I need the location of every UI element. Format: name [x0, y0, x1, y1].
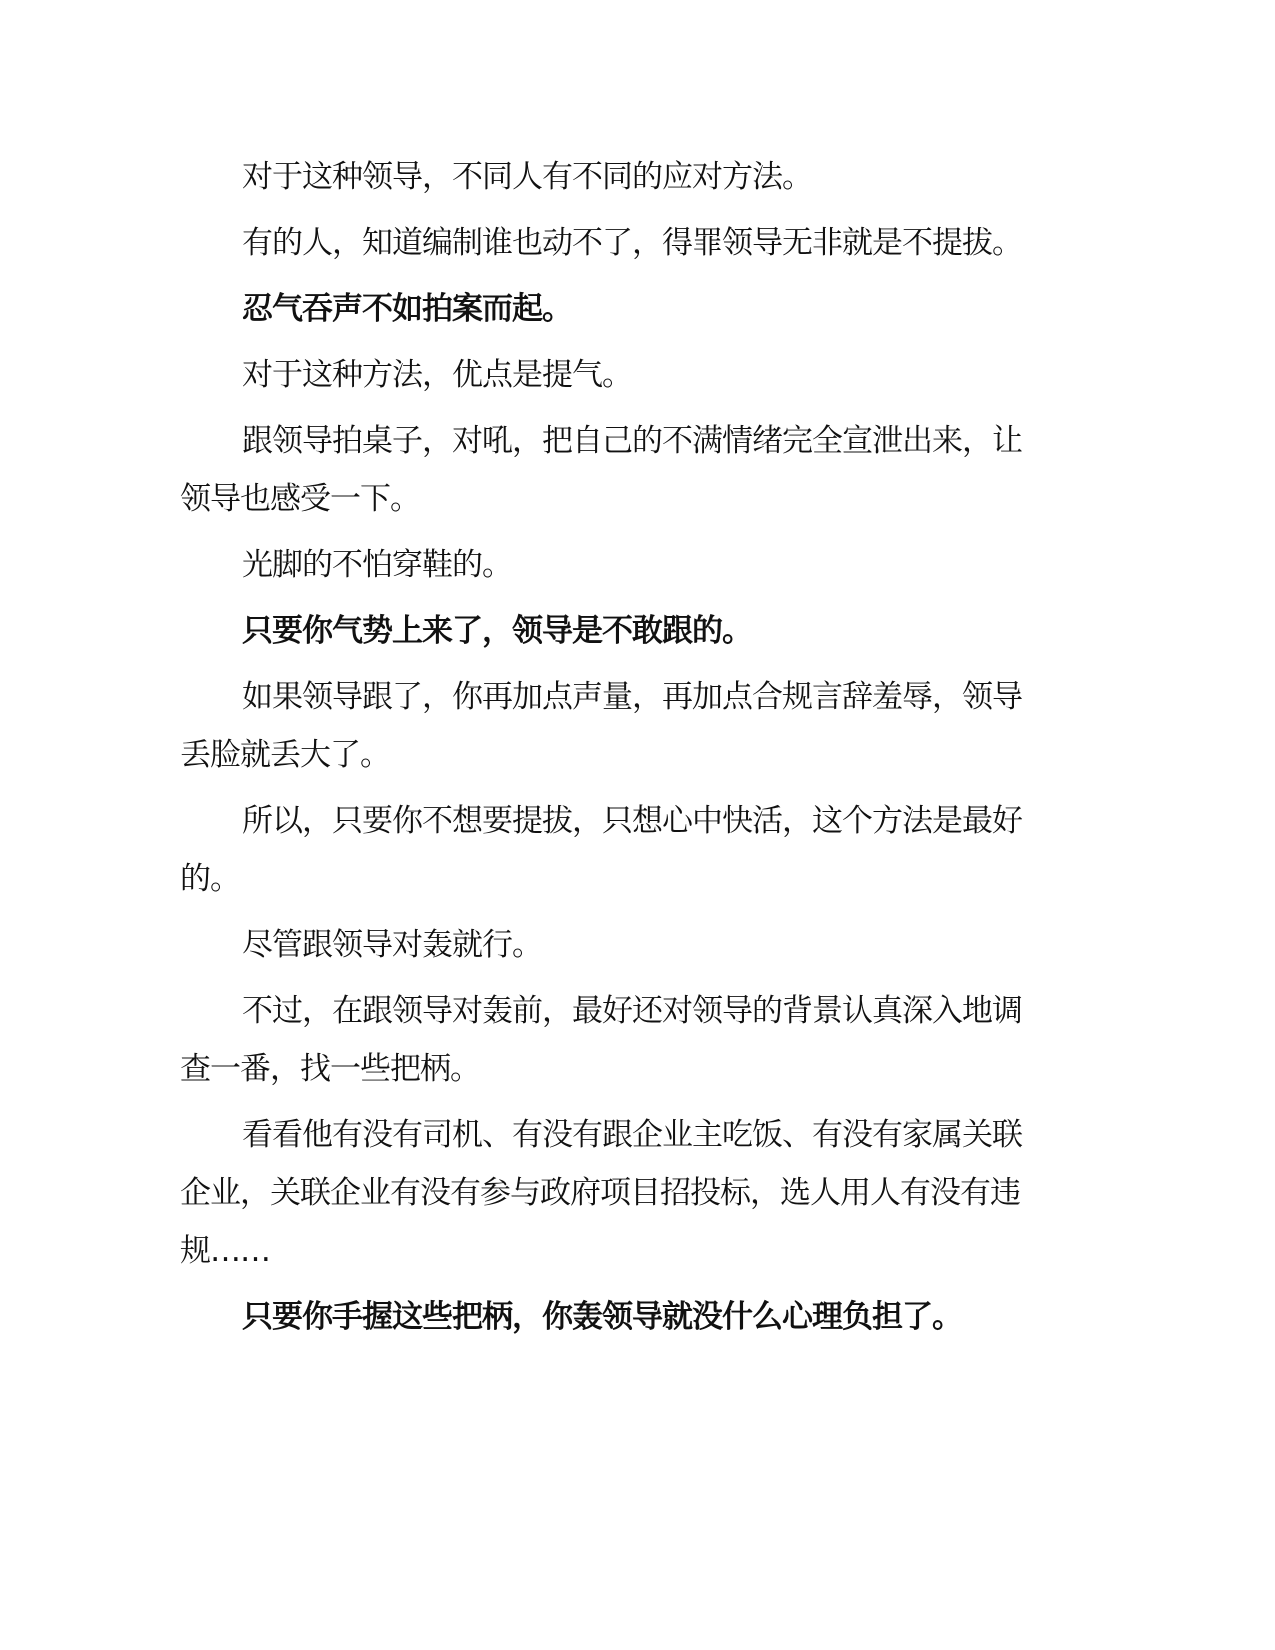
paragraph: 有的人，知道编制谁也动不了，得罪领导无非就是不提拔。 — [242, 225, 1022, 261]
paragraph: 对于这种领导，不同人有不同的应对方法。 — [242, 159, 812, 195]
paragraph: 光脚的不怕穿鞋的。 — [242, 547, 512, 583]
paragraph: 看看他有没有司机、有没有跟企业主吃饭、有没有家属关联企业，关联企业有没有参与政府项目招投标，选人用人有没有违规…… — [180, 1117, 1022, 1269]
paragraph: 忍气吞声不如拍案而起。 — [242, 291, 572, 327]
paragraph: 对于这种方法，优点是提气。 — [242, 357, 632, 393]
paragraph: 只要你手握这些把柄，你轰领导就没什么心理负担了。 — [242, 1299, 962, 1335]
paragraph: 所以，只要你不想要提拔，只想心中快活，这个方法是最好的。 — [180, 803, 1022, 897]
paragraph: 尽管跟领导对轰就行。 — [242, 927, 542, 963]
paragraph: 如果领导跟了，你再加点声量，再加点合规言辞羞辱，领导丢脸就丢大了。 — [180, 679, 1022, 773]
paragraph: 只要你气势上来了，领导是不敢跟的。 — [242, 613, 752, 649]
document-body — [180, 148, 1040, 1354]
paragraph: 跟领导拍桌子，对吼，把自己的不满情绪完全宣泄出来，让领导也感受一下。 — [180, 423, 1022, 517]
paragraph: 不过，在跟领导对轰前，最好还对领导的背景认真深入地调查一番，找一些把柄。 — [180, 993, 1022, 1087]
